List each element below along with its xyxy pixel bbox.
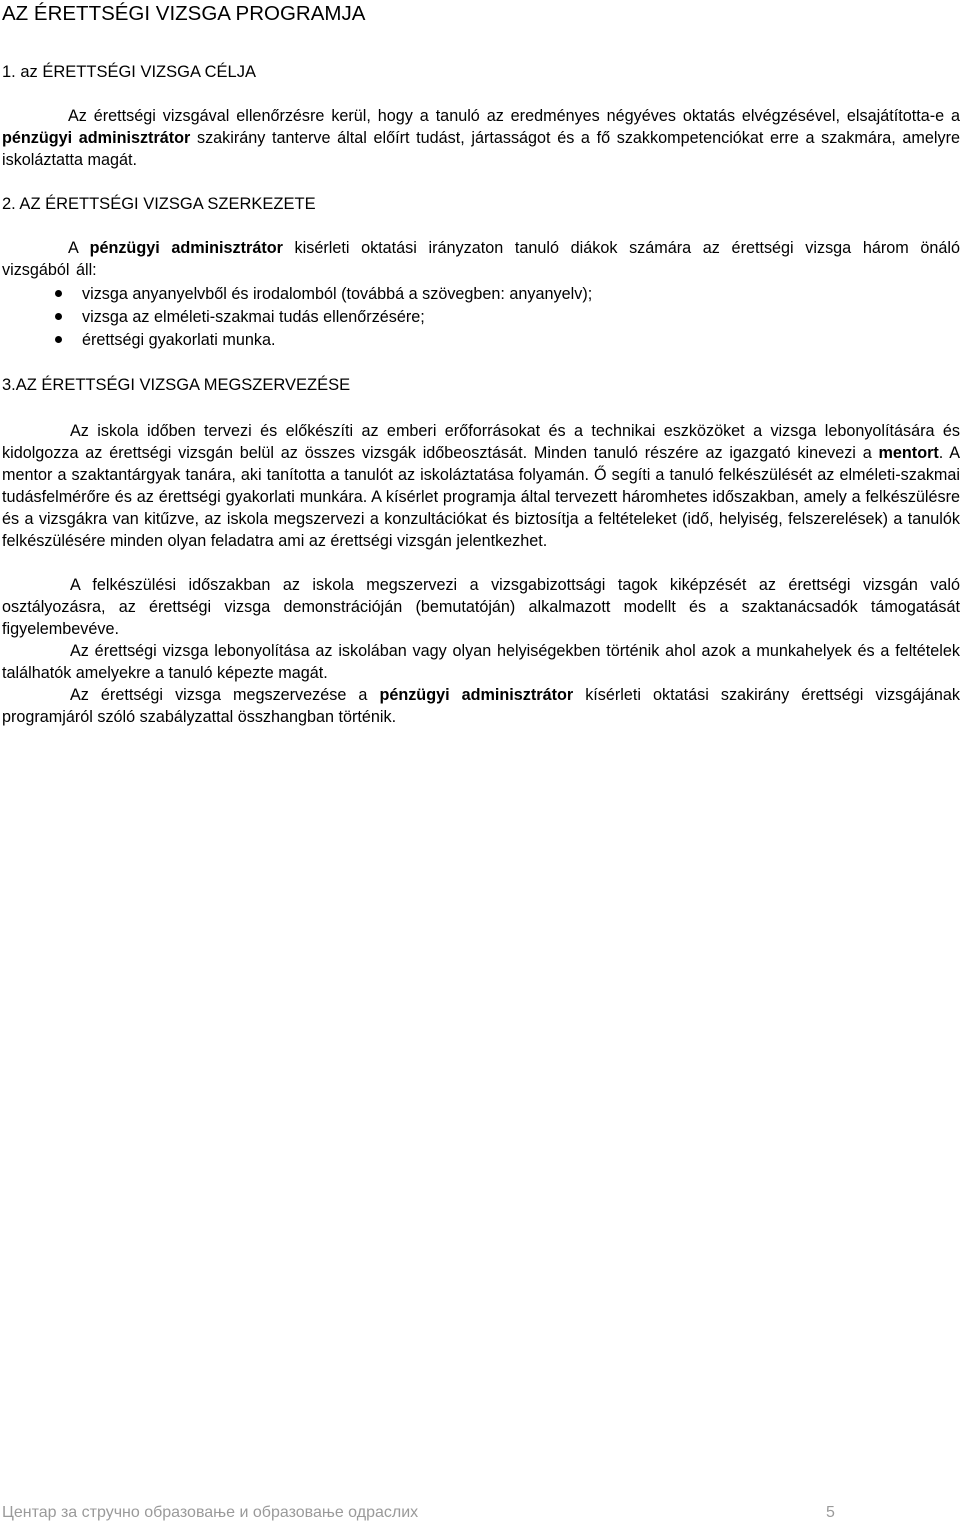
text-run: Az érettségi vizsga megszervezése a (70, 686, 380, 704)
section-3-paragraph-1 (2, 420, 960, 552)
bullet-icon (55, 290, 62, 297)
text-run: kísérleti oktatási szakirány érettségi vizsgájának programjáról szóló szabályzattal összhangban történik. (2, 686, 960, 726)
text-run: Az iskola időben tervezi és előkészíti az emberi erőforrásokat és a technikai eszközöket a vizsga lebonyolítására és kidolgozza az érettségi vizsgán belül az összes vizsgák időbeosztását. Minden tanuló részére az igazgató kinevezi a (2, 422, 960, 462)
bold-text-run: pénzügyi adminisztrátor (89, 239, 283, 257)
text-run: A (68, 239, 90, 257)
bold-text-run: pénzügyi adminisztrátor (379, 686, 574, 704)
section-1-heading: 1. az ÉRETTSÉGI VIZSGA CÉLJA (2, 63, 256, 81)
footer-institution: Центар за стручно образовање и образовање одраслих (2, 1504, 419, 1521)
document-title: AZ ÉRETTSÉGI VIZSGA PROGRAMJA (2, 2, 366, 25)
text-run: szakirány tanterve által előírt tudást, jártasságot és a fő szakkompetenciókat erre a szakmára, amelyre iskoláztatta magát. (2, 129, 960, 169)
list-item-text: vizsga az elméleti-szakmai tudás ellenőrzésére; (82, 308, 425, 326)
section-3-heading: 3.AZ ÉRETTSÉGI VIZSGA MEGSZERVEZÉSE (2, 376, 351, 394)
section-3-paragraph-3: Az érettségi vizsga lebonyolítása az iskolában vagy olyan helyiségekben történik ahol azok a munkahelyek és a feltételek találhatók amelyekre a tanuló képezte magát. (2, 642, 960, 682)
section-1-paragraph (2, 105, 960, 171)
text-run: . A mentor a szaktantárgyak tanára, aki tanította a tanulót az iskoláztatása folyamán. Ő segíti a tanuló felkészülését az elméleti-szakmai tudásfelmérőre és az érettségi gyakorlati munkára. A kísérlet programja által tervezett háromhetes időszakban, amely a felkészülésre és a vizsgákra van kitűzve, az iskola megszervezi a konzultációkat és biztosítja a feltételeket (idő, helyiség, felszerelések) a tanulók felkészülésére minden olyan feladatra ami az érettségi vizsgán jelentkezhet. (2, 444, 960, 550)
section-3-paragraph-4 (2, 684, 960, 728)
list-item-text: vizsga anyanyelvből és irodalomból (továbbá a szövegben: anyanyelv); (82, 285, 593, 303)
section-3-paragraph-2: A felkészülési időszakban az iskola megszervezi a vizsgabizottsági tagok kiképzését az érettségi vizsgán való osztályozásra, az érettségi vizsga demonstrációján (bemutatóján) alkalmazott modellt és a szaktanácsadók támogatását figyelembevéve. (2, 576, 960, 638)
section-2-heading: 2. AZ ÉRETTSÉGI VIZSGA SZERKEZETE (2, 195, 316, 213)
bold-text-run: mentort (878, 444, 939, 462)
page-number: 5 (826, 1504, 835, 1521)
text-run: Az érettségi vizsgával ellenőrzésre kerül, hogy a tanuló az eredményes négyéves oktatás elvégzésével, elsajátította-e a (68, 107, 960, 125)
bold-text-run: pénzügyi adminisztrátor (2, 129, 191, 147)
text-run: kisérleti oktatási irányzaton tanuló diákok számára az érettségi vizsga három önáló vizsgából áll: (2, 239, 960, 279)
bullet-icon (55, 336, 62, 343)
bullet-icon (55, 313, 62, 320)
section-2-paragraph (2, 237, 960, 281)
list-item-text: érettségi gyakorlati munka. (82, 331, 276, 349)
